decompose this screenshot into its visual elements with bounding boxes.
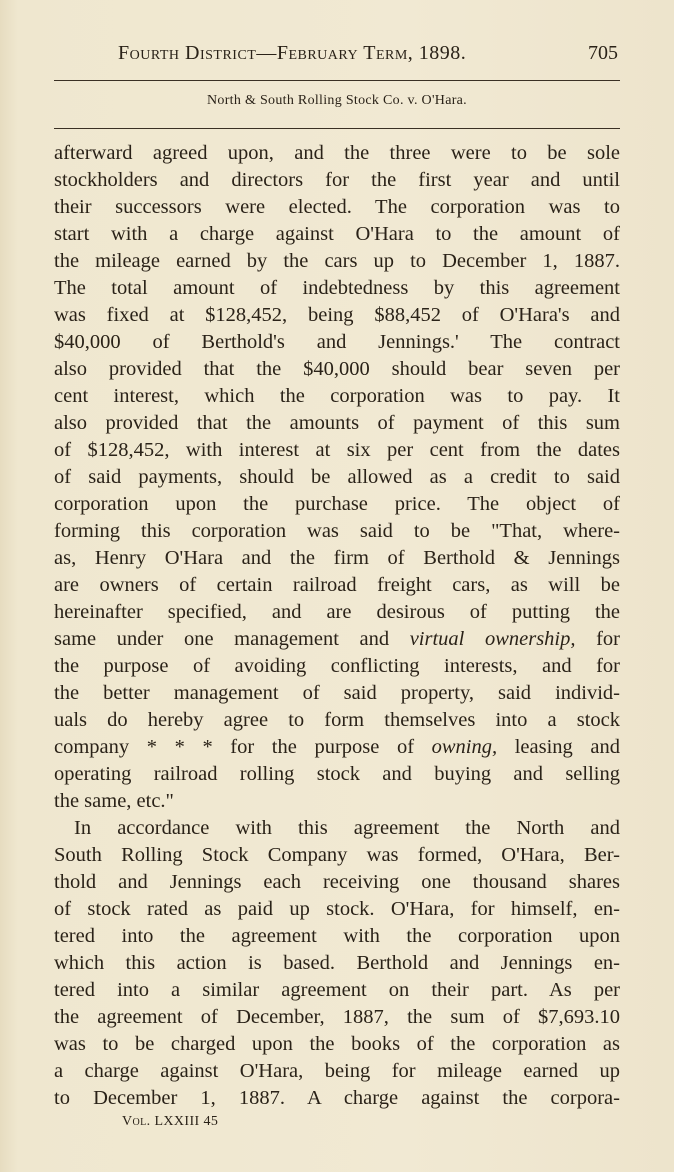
text-line: stockholders and directors for the first year and until (54, 169, 620, 191)
text-line: are owners of certain railroad freight cars, as will be (54, 574, 620, 596)
paragraph-first-line: In accordance with this agreement the North and (74, 817, 620, 839)
text-run: company * * * for the purpose of (54, 736, 432, 758)
text-line: The total amount of indebtedness by this agreement (54, 277, 620, 299)
text-line: uals do hereby agree to form themselves into a stock (54, 709, 620, 731)
text-line: was to be charged upon the books of the corporation as (54, 1033, 620, 1055)
header-rule-top (54, 80, 620, 81)
case-caption: North & South Rolling Stock Co. v. O'Hara. (207, 93, 467, 108)
paragraph-last-line: the same, etc." (54, 790, 174, 812)
text-line: thold and Jennings each receiving one thousand shares (54, 871, 620, 893)
text-line: hereinafter specified, and are desirous of putting the (54, 601, 620, 623)
text-line: tered into the agreement with the corporation upon (54, 925, 620, 947)
text-line: the agreement of December, 1887, the sum of $7,693.10 (54, 1006, 620, 1028)
text-line: tered into a similar agreement on their part. As per (54, 979, 620, 1001)
text-line: of said payments, should be allowed as a credit to said (54, 466, 620, 488)
header-rule-bottom (54, 128, 620, 129)
text-run: for (575, 628, 620, 650)
text-line: forming this corporation was said to be "That, where- (54, 520, 620, 542)
text-line: South Rolling Stock Company was formed, O'Hara, Ber- (54, 844, 620, 866)
text-line: which this action is based. Berthold and Jennings en- (54, 952, 620, 974)
text-line: of $128,452, with interest at six per cent from the dates (54, 439, 620, 461)
text-line: of stock rated as paid up stock. O'Hara, for himself, en- (54, 898, 620, 920)
body-text (54, 140, 620, 1112)
text-run: same under one management and (54, 628, 410, 650)
signature-mark: Vol. LXXIII 45 (122, 1114, 219, 1129)
text-line: also provided that the $40,000 should bear seven per (54, 358, 620, 380)
text-run: leasing and (497, 736, 620, 758)
running-head (54, 42, 622, 72)
text-line: start with a charge against O'Hara to the amount of (54, 223, 620, 245)
text-line: operating railroad rolling stock and buying and selling (54, 763, 620, 785)
text-line: afterward agreed upon, and the three were to be sole (54, 142, 620, 164)
text-line: as, Henry O'Hara and the firm of Berthold & Jennings (54, 547, 620, 569)
italic-run: virtual ownership, (409, 628, 576, 650)
text-line: also provided that the amounts of payment of this sum (54, 412, 620, 434)
text-line: a charge against O'Hara, being for mileage earned up (54, 1060, 620, 1082)
text-line: cent interest, which the corporation was to pay. It (54, 385, 620, 407)
text-line: was fixed at $128,452, being $88,452 of O'Hara's and (54, 304, 620, 326)
italic-run: owning, (431, 736, 498, 758)
text-line: the purpose of avoiding conflicting interests, and for (54, 655, 620, 677)
text-line: to December 1, 1887. A charge against the corpora- (54, 1087, 620, 1109)
text-line: the better management of said property, said individ- (54, 682, 620, 704)
text-line: $40,000 of Berthold's and Jennings.' The contract (54, 331, 620, 353)
text-line (54, 734, 620, 761)
page-number: 705 (588, 42, 618, 64)
text-line: corporation upon the purchase price. The object of (54, 493, 620, 515)
running-title: Fourth District—February Term, 1898. (118, 42, 467, 64)
text-line: the mileage earned by the cars up to December 1, 1887. (54, 250, 620, 272)
text-line: their successors were elected. The corporation was to (54, 196, 620, 218)
text-line (54, 626, 620, 653)
